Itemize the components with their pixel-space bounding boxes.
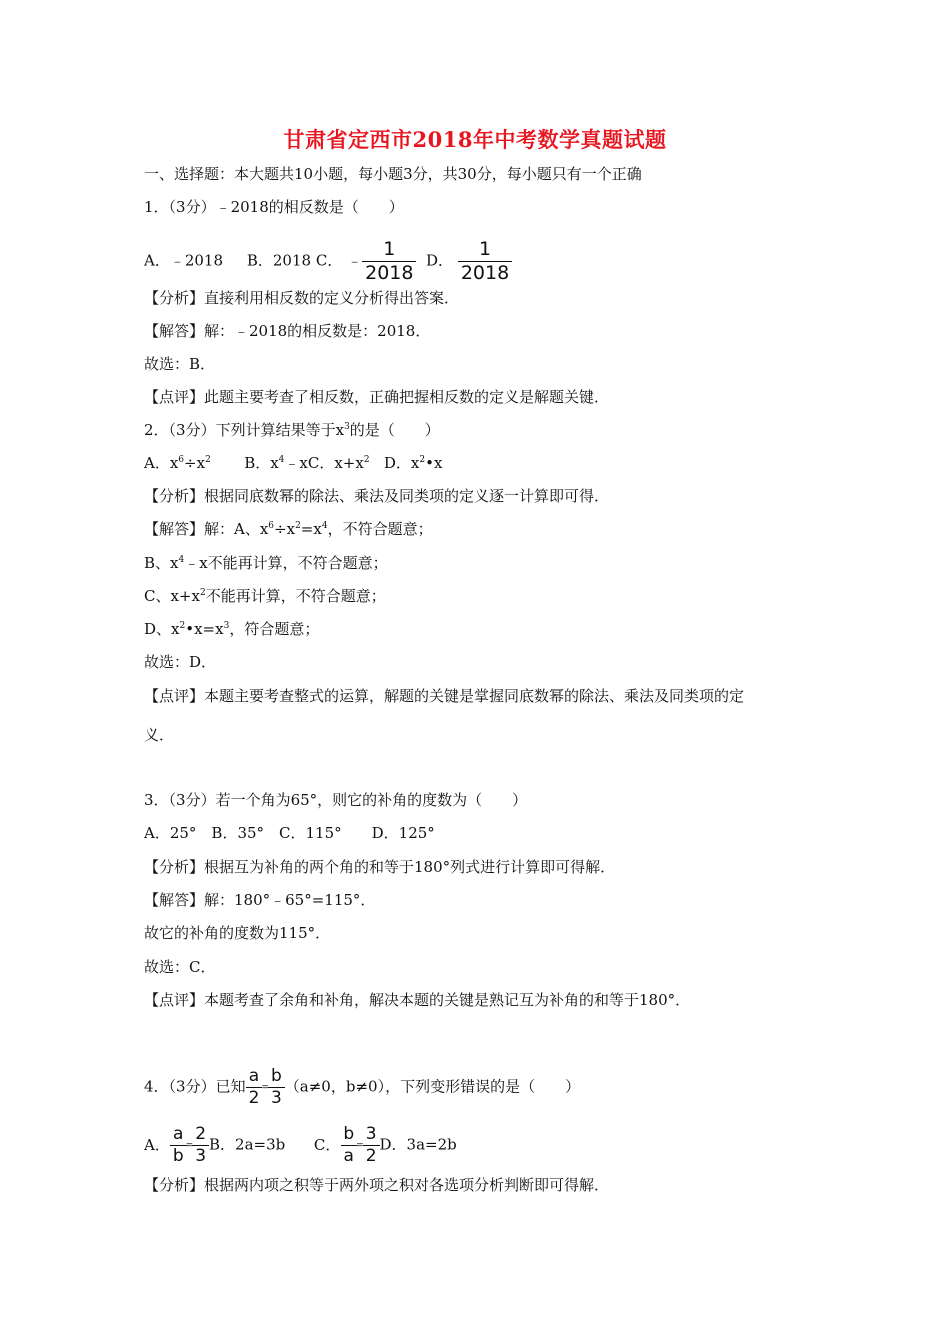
q3-result: 故它的补角的度数为115°． bbox=[144, 924, 331, 942]
q2-option-c: C．$x+x^2$ bbox=[307, 454, 370, 472]
q3-stem: 3．（3分）若一个角为65°，则它的补角的度数为（ ） bbox=[144, 791, 528, 809]
q4-option-a: A． $\frac{a}{b}$ = $\frac{2}{3}$ bbox=[144, 1136, 209, 1154]
q1-stem: 1．（3分）﹣2018的相反数是（ ） bbox=[144, 198, 404, 216]
q1-option-d-label: D． bbox=[426, 251, 454, 270]
q1-option-c-label: C． bbox=[315, 251, 343, 270]
q1-option-c-sign: ﹣ bbox=[347, 251, 363, 270]
q4-given-fraction-left: $\frac{a}{2}$ bbox=[246, 1068, 263, 1107]
page-title: 甘肃省定西市2018年中考数学真题试题 bbox=[283, 127, 667, 152]
q4-stem: 4．（3分）已知 $\frac{a}{2}$ = $\frac{b}{3}$ （a≠0，b≠0），下列变形错误的是（ ） bbox=[144, 1066, 581, 1108]
q2-choice: 故选：D． bbox=[144, 653, 217, 671]
q4-option-b: B．2a=3b bbox=[209, 1135, 286, 1154]
q4-option-c: C． $\frac{b}{a}$ = $\frac{3}{2}$ bbox=[314, 1136, 380, 1154]
q1-options bbox=[144, 240, 512, 283]
q2-comment-line2: 义． bbox=[144, 726, 175, 744]
q3-options: A．25° B．35° C．115° D．125° bbox=[144, 824, 435, 842]
q1-option-b: B．2018 bbox=[246, 251, 312, 270]
q1-analysis: 【分析】直接利用相反数的定义分析得出答案． bbox=[144, 289, 460, 307]
q2-solution-a: 【解答】解：A、$x^6\div x^2=x^4$，不符合题意； bbox=[144, 520, 433, 538]
section-heading: 一、选择题：本大题共10小题，每小题3分，共30分，每小题只有一个正确 bbox=[144, 165, 642, 183]
q1-solution: 【解答】解：﹣2018的相反数是：2018． bbox=[144, 322, 431, 340]
q3-comment: 【点评】本题考查了余角和补角，解决本题的关键是熟记互为补角的和等于180°． bbox=[144, 991, 691, 1009]
q3-analysis: 【分析】根据互为补角的两个角的和等于180°列式进行计算即可得解． bbox=[144, 858, 616, 876]
q3-solution: 【解答】解：180°﹣65°=115°． bbox=[144, 891, 376, 909]
q2-comment-line1: 【点评】本题主要考查整式的运算，解题的关键是掌握同底数幂的除法、乘法及同类项的定 bbox=[144, 687, 745, 705]
q4-options bbox=[144, 1126, 457, 1165]
q2-option-b: B．$x^4﹣x$ bbox=[244, 454, 308, 472]
q2-solution-d: D、$x^2•x=x^3$，符合题意； bbox=[144, 620, 320, 638]
q2-solution-b: B、$x^4﹣x$不能再计算，不符合题意； bbox=[144, 554, 388, 572]
q4-given-fraction-right: $\frac{b}{3}$ bbox=[268, 1068, 285, 1107]
q2-solution-c: C、$x+x^2$不能再计算，不符合题意； bbox=[144, 587, 386, 605]
q2-options bbox=[144, 453, 442, 473]
q3-choice: 故选：C． bbox=[144, 958, 216, 976]
q2-option-d: D．$x^2•x$ bbox=[383, 454, 443, 472]
q4-option-d: D．3a=2b bbox=[379, 1135, 457, 1154]
q1-option-d-fraction: $\frac{1}{2018}$ bbox=[458, 240, 512, 283]
q4-analysis: 【分析】根据两内项之积等于两外项之积对各选项分析判断即可得解． bbox=[144, 1176, 610, 1194]
q1-option-c-fraction: $\frac{1}{2018}$ bbox=[362, 240, 416, 283]
q1-comment: 【点评】此题主要考查了相反数，正确把握相反数的定义是解题关键． bbox=[144, 388, 610, 406]
q1-choice: 故选：B． bbox=[144, 355, 216, 373]
q2-option-a: A．$x^6\div x^2$ bbox=[144, 454, 211, 472]
q1-option-a: A．﹣2018 bbox=[144, 251, 224, 270]
q2-stem: 2．（3分）下列计算结果等于$x^3$的是（ ） bbox=[144, 421, 440, 439]
q2-analysis: 【分析】根据同底数幂的除法、乘法及同类项的定义逐一计算即可得． bbox=[144, 487, 610, 505]
